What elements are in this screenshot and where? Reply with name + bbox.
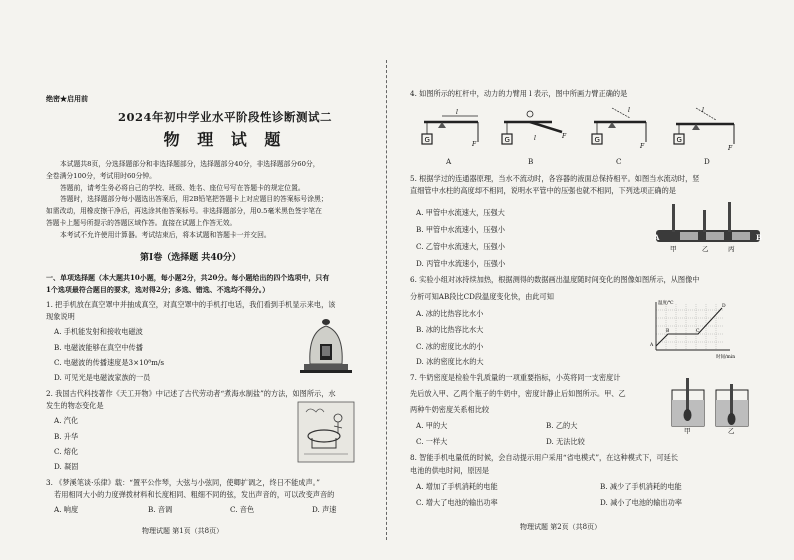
q8-option-d: D. 减小了电池的输出功率 (600, 498, 682, 507)
q8-option-c: C. 增大了电池的输出功率 (416, 498, 498, 507)
q8-option-a: A. 增加了手机消耗的电能 (416, 482, 498, 491)
svg-text:l: l (702, 107, 704, 114)
q5-end-a: A (654, 233, 660, 242)
q5-tube-label: 丙 (728, 245, 735, 253)
q4-label-d: D (704, 157, 710, 166)
q5-end-b: B (756, 233, 762, 242)
q6-option-a: A. 冰的比热容比水小 (416, 309, 484, 318)
exam-title: 2024年初中学业水平阶段性诊断测试二 (117, 110, 332, 124)
q5-tube-label: 乙 (702, 245, 709, 253)
q2-option-c: C. 熔化 (54, 447, 79, 456)
instruction-line: 如需改动，用橡皮擦干净后，再选涂其他答案标号。非选择题部分，用0.5毫米黑色签字笔在 (46, 207, 322, 215)
question-2: 2. 我国古代科技著作《天工开物》中记述了古代劳动者“煮海水制盐”的方法，如图所示，水 (46, 389, 336, 398)
q5-option-c: C. 乙管中水流速大，压强小 (416, 242, 505, 251)
question-1: 现象说明 (46, 312, 75, 321)
q3-option-a: A. 响度 (54, 505, 79, 514)
question-4: 4. 如图所示的杠杆中，动力的力臂用 l 表示，图中所画力臂正确的是 (410, 89, 628, 98)
instruction-line: 本试题共8页，分选择题部分和非选择题部分，选择题部分40分，非选择题部分60分， (60, 160, 320, 168)
section1-heading: 一、单项选择题（本大题共10小题，每小题2分，共20分。每小题给出的四个选项中，只有 (46, 273, 330, 282)
temperature-graph-figure (646, 298, 740, 362)
lever-figure-b (500, 108, 570, 152)
question-5: 直细管中水柱的高度却不相同，说明水平管中的压强也就不相同，下列选项正确的是 (410, 186, 676, 195)
section1-heading: 1个选项最符合题目的要求，选对得2分；多选、错选、不选均不得分。） (46, 285, 270, 294)
q6-option-b: B. 冰的比热容比水大 (416, 325, 484, 334)
svg-text:A: A (650, 343, 654, 348)
svg-text:D: D (722, 304, 726, 309)
q4-label-c: C (616, 157, 622, 166)
q7-label-jia: 甲 (684, 427, 691, 435)
secret-label: 绝密★启用前 (46, 94, 88, 103)
svg-text:l: l (456, 109, 458, 116)
svg-text:G: G (594, 136, 600, 144)
svg-text:F: F (728, 145, 733, 152)
q1-option-a: A. 手机能发射和接收电磁波 (54, 327, 143, 336)
q3-option-c: C. 音色 (230, 505, 255, 514)
left-footer: 物理试题 第1页（共8页） (142, 527, 224, 535)
instruction-line: 答题时，选择题部分每小题选出答案后，用2B铅笔把答题卡上对应题目的答案标号涂黑； (60, 195, 328, 203)
question-3: 3. 《梦溪笔谈·乐律》载：“置平公作琴，大弦与小弦同，使卿扩调之，终日不能成声。” (46, 478, 320, 487)
question-7: 两种牛奶密度关系相比较 (410, 405, 490, 414)
question-6: 6. 实验小组对冰持续加热，根据测得的数据画出温度随时间变化的图像如图所示，从图像中 (410, 275, 700, 284)
q1-option-c: C. 电磁波的传播速度是3×10⁸m/s (54, 358, 165, 367)
q3-option-d: D. 声速 (312, 505, 337, 514)
q7-option-c: C. 一样大 (416, 437, 448, 446)
svg-text:B: B (666, 329, 670, 334)
q8-option-b: B. 减少了手机消耗的电能 (600, 482, 682, 491)
q6-option-c: C. 冰的密度比水的小 (416, 342, 484, 351)
q1-option-d: D. 可见光是电磁波家族的一员 (54, 373, 151, 382)
svg-text:G: G (504, 136, 510, 144)
q5-option-d: D. 丙管中水流速小，压强小 (416, 259, 506, 268)
graph-y-label: 温度/℃ (658, 301, 674, 306)
q4-label-a: A (446, 157, 452, 166)
svg-text:G: G (676, 136, 682, 144)
q1-option-b: B. 电磁波能够在真空中传播 (54, 343, 143, 352)
instruction-line: 答题前，请考生务必将自己的学校、班级、姓名、座位号写在答题卡的规定位置。 (60, 184, 305, 192)
lever-figure-d (672, 102, 738, 152)
salt-making-figure (298, 402, 354, 462)
question-3: 若用相同大小的力度弹拨材料和长度相同、粗细不同的弦，发出声音的，可以改变声音的 (54, 490, 335, 499)
svg-text:F: F (562, 133, 567, 140)
part1-title: 第Ⅰ卷（选择题 共40分） (140, 253, 241, 263)
svg-text:C: C (696, 329, 700, 334)
q5-option-a: A. 甲管中水流速大，压强大 (416, 208, 505, 217)
page-divider (386, 60, 387, 540)
graph-x-label: 时间/min (716, 355, 736, 360)
q4-label-b: B (528, 157, 534, 166)
q3-option-b: B. 音调 (148, 505, 173, 514)
lever-figure-a (420, 108, 482, 152)
subject-title: 物 理 试 题 (163, 130, 287, 149)
q2-option-a: A. 汽化 (54, 416, 79, 425)
q2-option-d: D. 凝固 (54, 462, 79, 471)
hydrometer-figure (668, 374, 754, 434)
svg-text:G: G (424, 136, 430, 144)
q5-tube-label: 甲 (670, 245, 677, 253)
instruction-line: 全卷满分100分，考试用时60分钟。 (46, 172, 156, 180)
q7-label-yi: 乙 (728, 427, 735, 435)
question-8: 电池的供电时间，原因是 (410, 466, 490, 475)
svg-text:l: l (534, 135, 536, 142)
question-5: 5. 根据学过的连通器原理，当水不流动时，各容器的液面总保持相平。如图当水流动时，竖 (410, 174, 700, 183)
q7-option-b: B. 乙的大 (546, 421, 578, 430)
question-8: 8. 智能手机电量低的时候，会自动提示用户采用“省电模式”，在这种模式下，可延长 (410, 453, 679, 462)
question-2: 发生的物态变化是 (46, 401, 104, 410)
q6-option-d: D. 冰的密度比水的大 (416, 357, 484, 366)
question-1: 1. 把手机放在真空罩中并抽成真空，对真空罩中的手机打电话，我们看到手机显示来电，该 (46, 300, 336, 309)
question-6: 分析可知AB段比CD段温度变化快，由此可知 (410, 292, 554, 301)
q2-option-b: B. 升华 (54, 432, 79, 441)
instruction-line: 本考试不允许使用计算器。考试结束后，将本试题和答题卡一并交回。 (60, 231, 271, 239)
q7-option-d: D. 无法比较 (546, 437, 585, 446)
q7-option-a: A. 甲的大 (416, 421, 448, 430)
instruction-line: 答题卡上题号所提示的答题区域作答。直接在试题上作答无效。 (46, 219, 237, 227)
svg-text:F: F (640, 143, 645, 150)
lever-figure-c (590, 104, 652, 152)
right-footer: 物理试题 第2页（共8页） (520, 523, 602, 531)
question-7: 7. 牛奶密度是检验牛乳质量的一项重要指标，小英将同一支密度计 (410, 373, 621, 382)
venturi-tube-figure (654, 200, 764, 254)
q5-option-b: B. 甲管中水流速小，压强小 (416, 225, 505, 234)
svg-text:F: F (472, 141, 477, 148)
question-7: 先后放入甲、乙两个瓶子的牛奶中，密度计静止后如图所示。甲、乙 (410, 389, 626, 398)
bell-jar-figure (300, 318, 352, 374)
svg-text:l: l (628, 107, 630, 114)
